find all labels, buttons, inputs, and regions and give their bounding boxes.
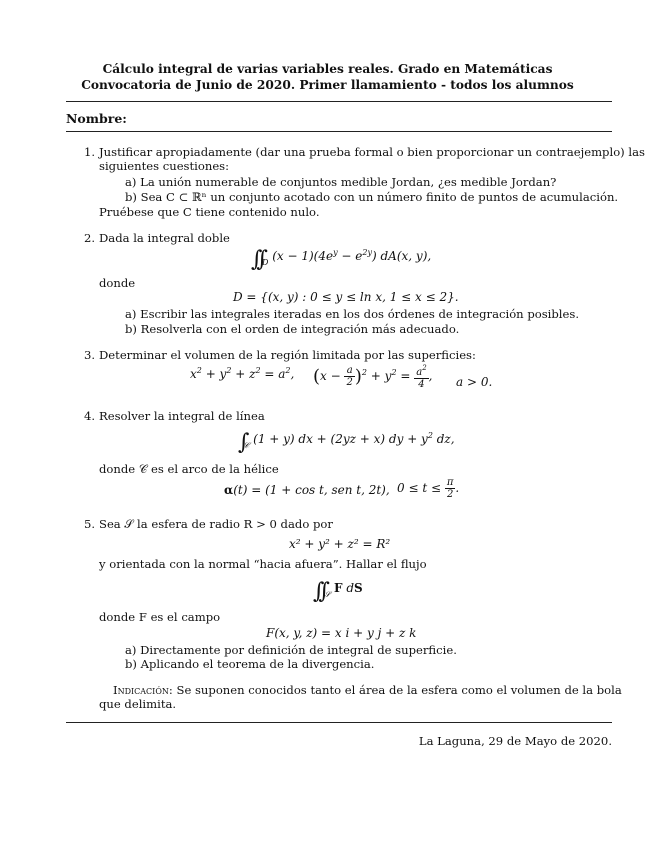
q1-number: 1. — [84, 145, 96, 159]
q2-number: 2. — [84, 231, 96, 245]
q5-donde: donde F es el campo — [99, 610, 221, 624]
q1-line1: Justificar apropiadamente (dar una prueba formal o bien proporcionar un contraejemplo) las — [99, 145, 645, 159]
place-date: La Laguna, 29 de Mayo de 2020. — [418, 734, 612, 748]
q3-number: 3. — [84, 348, 96, 362]
q3-intro: Determinar el volumen de la región limitada por las superficies: — [99, 348, 476, 362]
q4-donde: donde 𝒞 es el arco de la hélice — [99, 462, 279, 476]
q2-item-b: b) Resolverla con el orden de integración más adecuado. — [125, 322, 460, 336]
q5-intro: Sea 𝒮 la esfera de radio R > 0 dado por — [99, 517, 333, 531]
q2-intro: Dada la integral doble — [99, 231, 230, 245]
q1-line2: siguientes cuestiones: — [99, 159, 230, 173]
nombre-label: Nombre: — [66, 111, 127, 126]
nombre-rule — [66, 131, 612, 132]
indicacion-line1: Indicación: Se suponen conocidos tanto el área de la esfera como el volumen de la bola — [113, 683, 622, 697]
q2-donde: donde — [99, 276, 136, 290]
q1-item-a: a) La unión numerable de conjuntos medible Jordan, ¿es medible Jordan? — [125, 175, 557, 189]
q4-helix: α(t) = (1 + cos t, sen t, 2t), — [224, 483, 390, 497]
q5-orientation: y orientada con la normal “hacia afuera”. Hallar el flujo — [99, 557, 427, 571]
q4-param-range: 0 ≤ t ≤ $\frac{\pi}{2}$ . — [397, 477, 460, 500]
q1-item-b: b) Sea C ⊂ ℝⁿ un conjunto acotado con un número finito de puntos de acumulación. — [125, 190, 619, 204]
q2-domain: D = {(x, y) : 0 ≤ y ≤ ln x, 1 ≤ x ≤ 2}. — [233, 290, 459, 304]
q2-double-integral: $\int\int_D$ $(x - 1)(4e^y - e^{2y})$ dA(x, y), — [251, 247, 432, 272]
top-rule — [66, 101, 612, 102]
q1-item-b-cont: Pruébese que C tiene contenido nulo. — [99, 205, 320, 219]
exam-title: Cálculo integral de varias variables reales. Grado en Matemáticas — [102, 62, 553, 76]
q3-sphere-eq: $x^2 + y^2 + z^2 = a^2$, — [190, 366, 295, 381]
indicacion-label: Indicación: — [113, 683, 173, 697]
exam-subtitle: Convocatoria de Junio de 2020. Primer llamamiento - todos los alumnos — [81, 78, 574, 92]
q3-cylinder-eq: (x − $\frac{a}{2}$ )$^2 + y^2$ = $\frac{a^2}{4}$ , — [313, 364, 433, 390]
q2-item-a: a) Escribir las integrales iteradas en los dos órdenes de integración posibles. — [125, 307, 580, 321]
q5-number: 5. — [84, 517, 96, 531]
q5-sphere-eq: x² + y² + z² = R² — [289, 537, 391, 551]
q4-number: 4. — [84, 409, 96, 423]
q5-flux-integral: $\int\int_𝒮$ F dS — [313, 579, 363, 604]
indicacion-line2: que delimita. — [99, 697, 177, 711]
bottom-rule — [66, 722, 612, 723]
q4-intro: Resolver la integral de línea — [99, 409, 265, 423]
q5-vector-field: F(x, y, z) = x i + y j + z k — [266, 626, 417, 640]
q5-item-a: a) Directamente por definición de integral de superficie. — [125, 643, 457, 657]
q5-item-b: b) Aplicando el teorema de la divergencia. — [125, 657, 375, 671]
q3-condition: a > 0. — [456, 375, 493, 389]
q4-line-integral: $\int_𝒞$ (1 + y) dx + (2yz + x) dy + $y^2$ dz, — [238, 430, 455, 455]
